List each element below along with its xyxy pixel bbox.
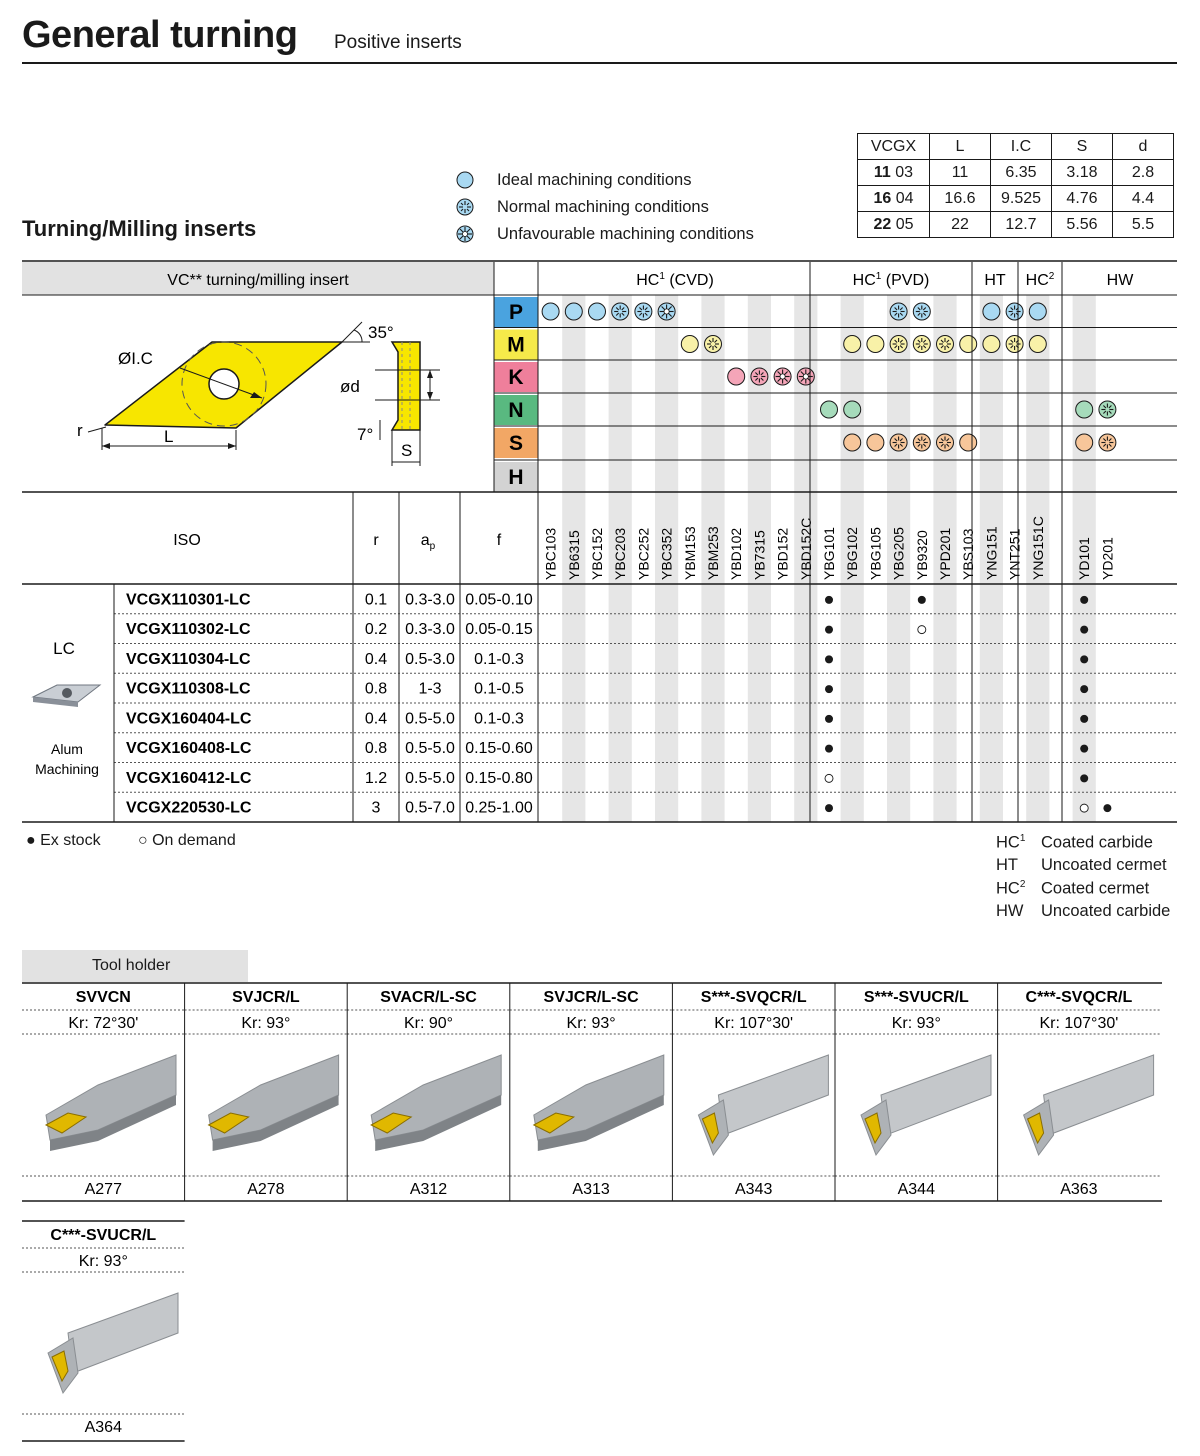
holder-name: SVVCN — [75, 989, 131, 1006]
grade-name: YBG205 — [890, 527, 907, 580]
holder-name: SVJCR/L — [232, 989, 300, 1006]
holder-image — [1024, 1055, 1154, 1155]
insert-ap: 0.3-3.0 — [405, 621, 455, 639]
dim-size: 16 04 — [858, 186, 930, 212]
holder-kr: Kr: 107°30' — [1039, 1015, 1119, 1032]
material-code: N — [508, 399, 524, 422]
holder-kr: Kr: 93° — [891, 1015, 941, 1032]
group-label-hc2: $HC^2$ — [1025, 271, 1055, 289]
grade-name: YBS103 — [960, 528, 977, 580]
holder-kr: Kr: 93° — [241, 1015, 291, 1032]
group-label-ht: HT — [984, 272, 1006, 289]
ap-header: $a_p$ — [420, 532, 436, 552]
holder-image — [698, 1055, 828, 1155]
dim-cell: 9.525 — [991, 186, 1052, 212]
dim-header: d — [1113, 134, 1174, 160]
material-code: P — [508, 301, 524, 324]
holder-image — [46, 1055, 176, 1151]
insert-iso: VCGX220530-LC — [126, 799, 252, 817]
grade-name: YBC252 — [635, 527, 652, 580]
iso-header: ISO — [173, 532, 201, 549]
holder-kr: Kr: 107°30' — [714, 1015, 794, 1032]
holder-name: SVJCR/L-SC — [543, 989, 639, 1006]
insert-ap: 0.5-5.0 — [405, 769, 455, 787]
grade-name: YNT251 — [1006, 528, 1023, 580]
hc-legend-item: HW Uncoated carbide — [996, 902, 1171, 920]
dim-size: 11 03 — [858, 160, 930, 186]
diagram-l-label: L — [164, 427, 174, 446]
grade-name: YB9320 — [913, 530, 930, 580]
insert-iso: VCGX110304-LC — [126, 650, 251, 668]
insert-f: 0.05-0.15 — [465, 621, 533, 639]
dim-header: VCGX — [858, 134, 930, 160]
holder-page: A312 — [409, 1181, 448, 1198]
insert-ap: 0.5-3.0 — [405, 650, 455, 668]
insert-f: 0.15-0.60 — [465, 740, 533, 758]
insert-iso: VCGX110301-LC — [126, 591, 251, 609]
insert-f: 0.1-0.3 — [474, 710, 524, 728]
chipbreaker-note: Machining — [35, 761, 99, 777]
dim-cell: 2.8 — [1113, 160, 1174, 186]
legend-normal: Normal machining conditions — [455, 197, 709, 217]
holder-name: S***-SVQCR/L — [700, 989, 807, 1006]
dim-cell: 5.56 — [1052, 212, 1113, 238]
f-header: f — [496, 532, 502, 549]
insert-ap: 1-3 — [418, 680, 442, 698]
holder-page: A343 — [735, 1181, 773, 1198]
page-title: General turning — [22, 14, 298, 56]
dim-cell: 6.35 — [991, 160, 1052, 186]
holder-page: A344 — [897, 1181, 935, 1198]
stock-legend-od: ○ On demand — [138, 832, 236, 849]
hc-legend-item: $HC^1$ Coated carbide — [996, 833, 1153, 852]
group-label-hc-pvd: $HC^1$ (PVD) — [852, 271, 930, 289]
dim-cell: 12.7 — [991, 212, 1052, 238]
insert-ap: 0.5-7.0 — [405, 799, 455, 817]
grade-name: YD201 — [1099, 537, 1116, 580]
grade-name: YBD152C — [797, 517, 814, 580]
insert-f: 0.1-0.3 — [474, 650, 524, 668]
hc-legend-item: HT Uncoated cermet — [996, 856, 1167, 874]
insert-f: 0.1-0.5 — [474, 680, 524, 698]
stock-legend-ex: ● Ex stock — [26, 832, 101, 849]
dim-header: L — [930, 134, 991, 160]
grade-name: YBD102 — [728, 527, 745, 580]
dim-cell: 16.6 — [930, 186, 991, 212]
insert-iso: VCGX160404-LC — [126, 710, 252, 728]
chipbreaker-note: Alum — [51, 741, 83, 757]
holder-page: A364 — [84, 1419, 122, 1436]
grade-name: YBG101 — [821, 527, 837, 580]
grade-name: YNG151C — [1029, 516, 1046, 580]
holder-name: S***-SVUCR/L — [863, 989, 969, 1006]
material-code: K — [508, 366, 524, 389]
grade-name: YBG102 — [844, 527, 861, 580]
grade-name: YBC152 — [589, 527, 605, 580]
dim-cell: 5.5 — [1113, 212, 1174, 238]
diagram-clearance-label: 7° — [357, 425, 374, 444]
material-code: H — [508, 466, 524, 489]
dim-size: 22 05 — [858, 212, 930, 238]
insert-header: VC** turning/milling insert — [167, 272, 349, 289]
insert-ap: 0.5-5.0 — [405, 740, 455, 758]
insert-r: 0.8 — [364, 680, 388, 698]
insert-r: 0.4 — [364, 650, 388, 668]
section-title: Turning/Milling inserts — [22, 216, 257, 241]
insert-r: 0.4 — [364, 710, 388, 728]
hc-legend-item: $HC^2$ Coated cermet — [996, 879, 1150, 898]
grade-name: YNG151 — [983, 526, 1000, 580]
insert-ap: 0.3-3.0 — [405, 591, 455, 609]
holder-name: C***-SVUCR/L — [50, 1227, 157, 1244]
insert-iso: VCGX110308-LC — [126, 680, 251, 698]
material-code: M — [507, 333, 525, 357]
dim-header: S — [1052, 134, 1113, 160]
dim-cell: 4.4 — [1113, 186, 1174, 212]
insert-iso: VCGX110302-LC — [126, 621, 251, 639]
dim-cell: 11 — [930, 160, 991, 186]
diagram-d-label: ød — [340, 377, 360, 396]
insert-f: 0.15-0.80 — [465, 769, 533, 787]
insert-r: 3 — [371, 799, 381, 817]
insert-iso: VCGX160412-LC — [126, 769, 252, 787]
dim-cell: 4.76 — [1052, 186, 1113, 212]
insert-iso: VCGX160408-LC — [126, 740, 252, 758]
holder-page: A278 — [247, 1181, 285, 1198]
grade-name: YBG105 — [867, 527, 884, 580]
chipbreaker-code: LC — [53, 639, 75, 658]
tool-holder-tab: Tool holder — [22, 950, 248, 982]
holder-name: C***-SVQCR/L — [1025, 989, 1133, 1006]
holder-image — [861, 1055, 991, 1155]
legend-ideal: Ideal machining conditions — [455, 170, 691, 190]
dim-header: I.C — [991, 134, 1052, 160]
holder-name: SVACR/L-SC — [380, 989, 477, 1006]
holder-kr: Kr: 72°30' — [68, 1015, 139, 1032]
grade-name: YBC203 — [612, 527, 629, 580]
grade-name: YBC103 — [542, 527, 559, 580]
holder-page: A277 — [84, 1181, 122, 1198]
insert-r: 0.2 — [364, 621, 388, 639]
holder-page: A363 — [1060, 1181, 1098, 1198]
holder-kr: Kr: 93° — [566, 1015, 616, 1032]
holder-image — [534, 1055, 664, 1151]
dim-cell: 3.18 — [1052, 160, 1113, 186]
insert-ap: 0.5-5.0 — [405, 710, 455, 728]
page-subtitle: Positive inserts — [334, 32, 462, 53]
holder-kr: Kr: 93° — [78, 1253, 128, 1270]
r-header: r — [373, 532, 379, 549]
group-label-hw: HW — [1106, 272, 1134, 289]
holder-page: A313 — [572, 1181, 610, 1198]
insert-r: 0.1 — [364, 591, 388, 609]
grade-name: YBM253 — [705, 526, 721, 580]
insert-r: 1.2 — [364, 769, 388, 787]
insert-r: 0.8 — [364, 740, 388, 758]
diagram-r-label: r — [77, 421, 83, 440]
holder-image — [371, 1055, 501, 1151]
holder-kr: Kr: 90° — [403, 1015, 454, 1032]
holder-image — [209, 1055, 339, 1151]
insert-f: 0.25-1.00 — [465, 799, 533, 817]
diagram-angle-label: 35° — [368, 323, 394, 342]
grade-name: YB6315 — [565, 530, 582, 580]
legend-unfavourable: Unfavourable machining conditions — [455, 224, 754, 244]
material-code: S — [508, 432, 524, 455]
grade-name: YBD152 — [774, 527, 791, 580]
grade-name: YB7315 — [751, 530, 768, 580]
diagram-s-label: S — [401, 441, 413, 460]
group-label-hc-cvd: $HC^1$ (CVD) — [636, 271, 714, 289]
grade-name: YD101 — [1076, 537, 1093, 580]
diagram-ic-label: ØI.C — [118, 349, 153, 368]
grade-name: YPD201 — [937, 527, 953, 580]
dim-cell: 22 — [930, 212, 991, 238]
grade-name: YBC352 — [658, 527, 675, 580]
grade-name: YBM153 — [681, 526, 698, 580]
holder-image — [48, 1293, 178, 1393]
insert-f: 0.05-0.10 — [465, 591, 533, 609]
